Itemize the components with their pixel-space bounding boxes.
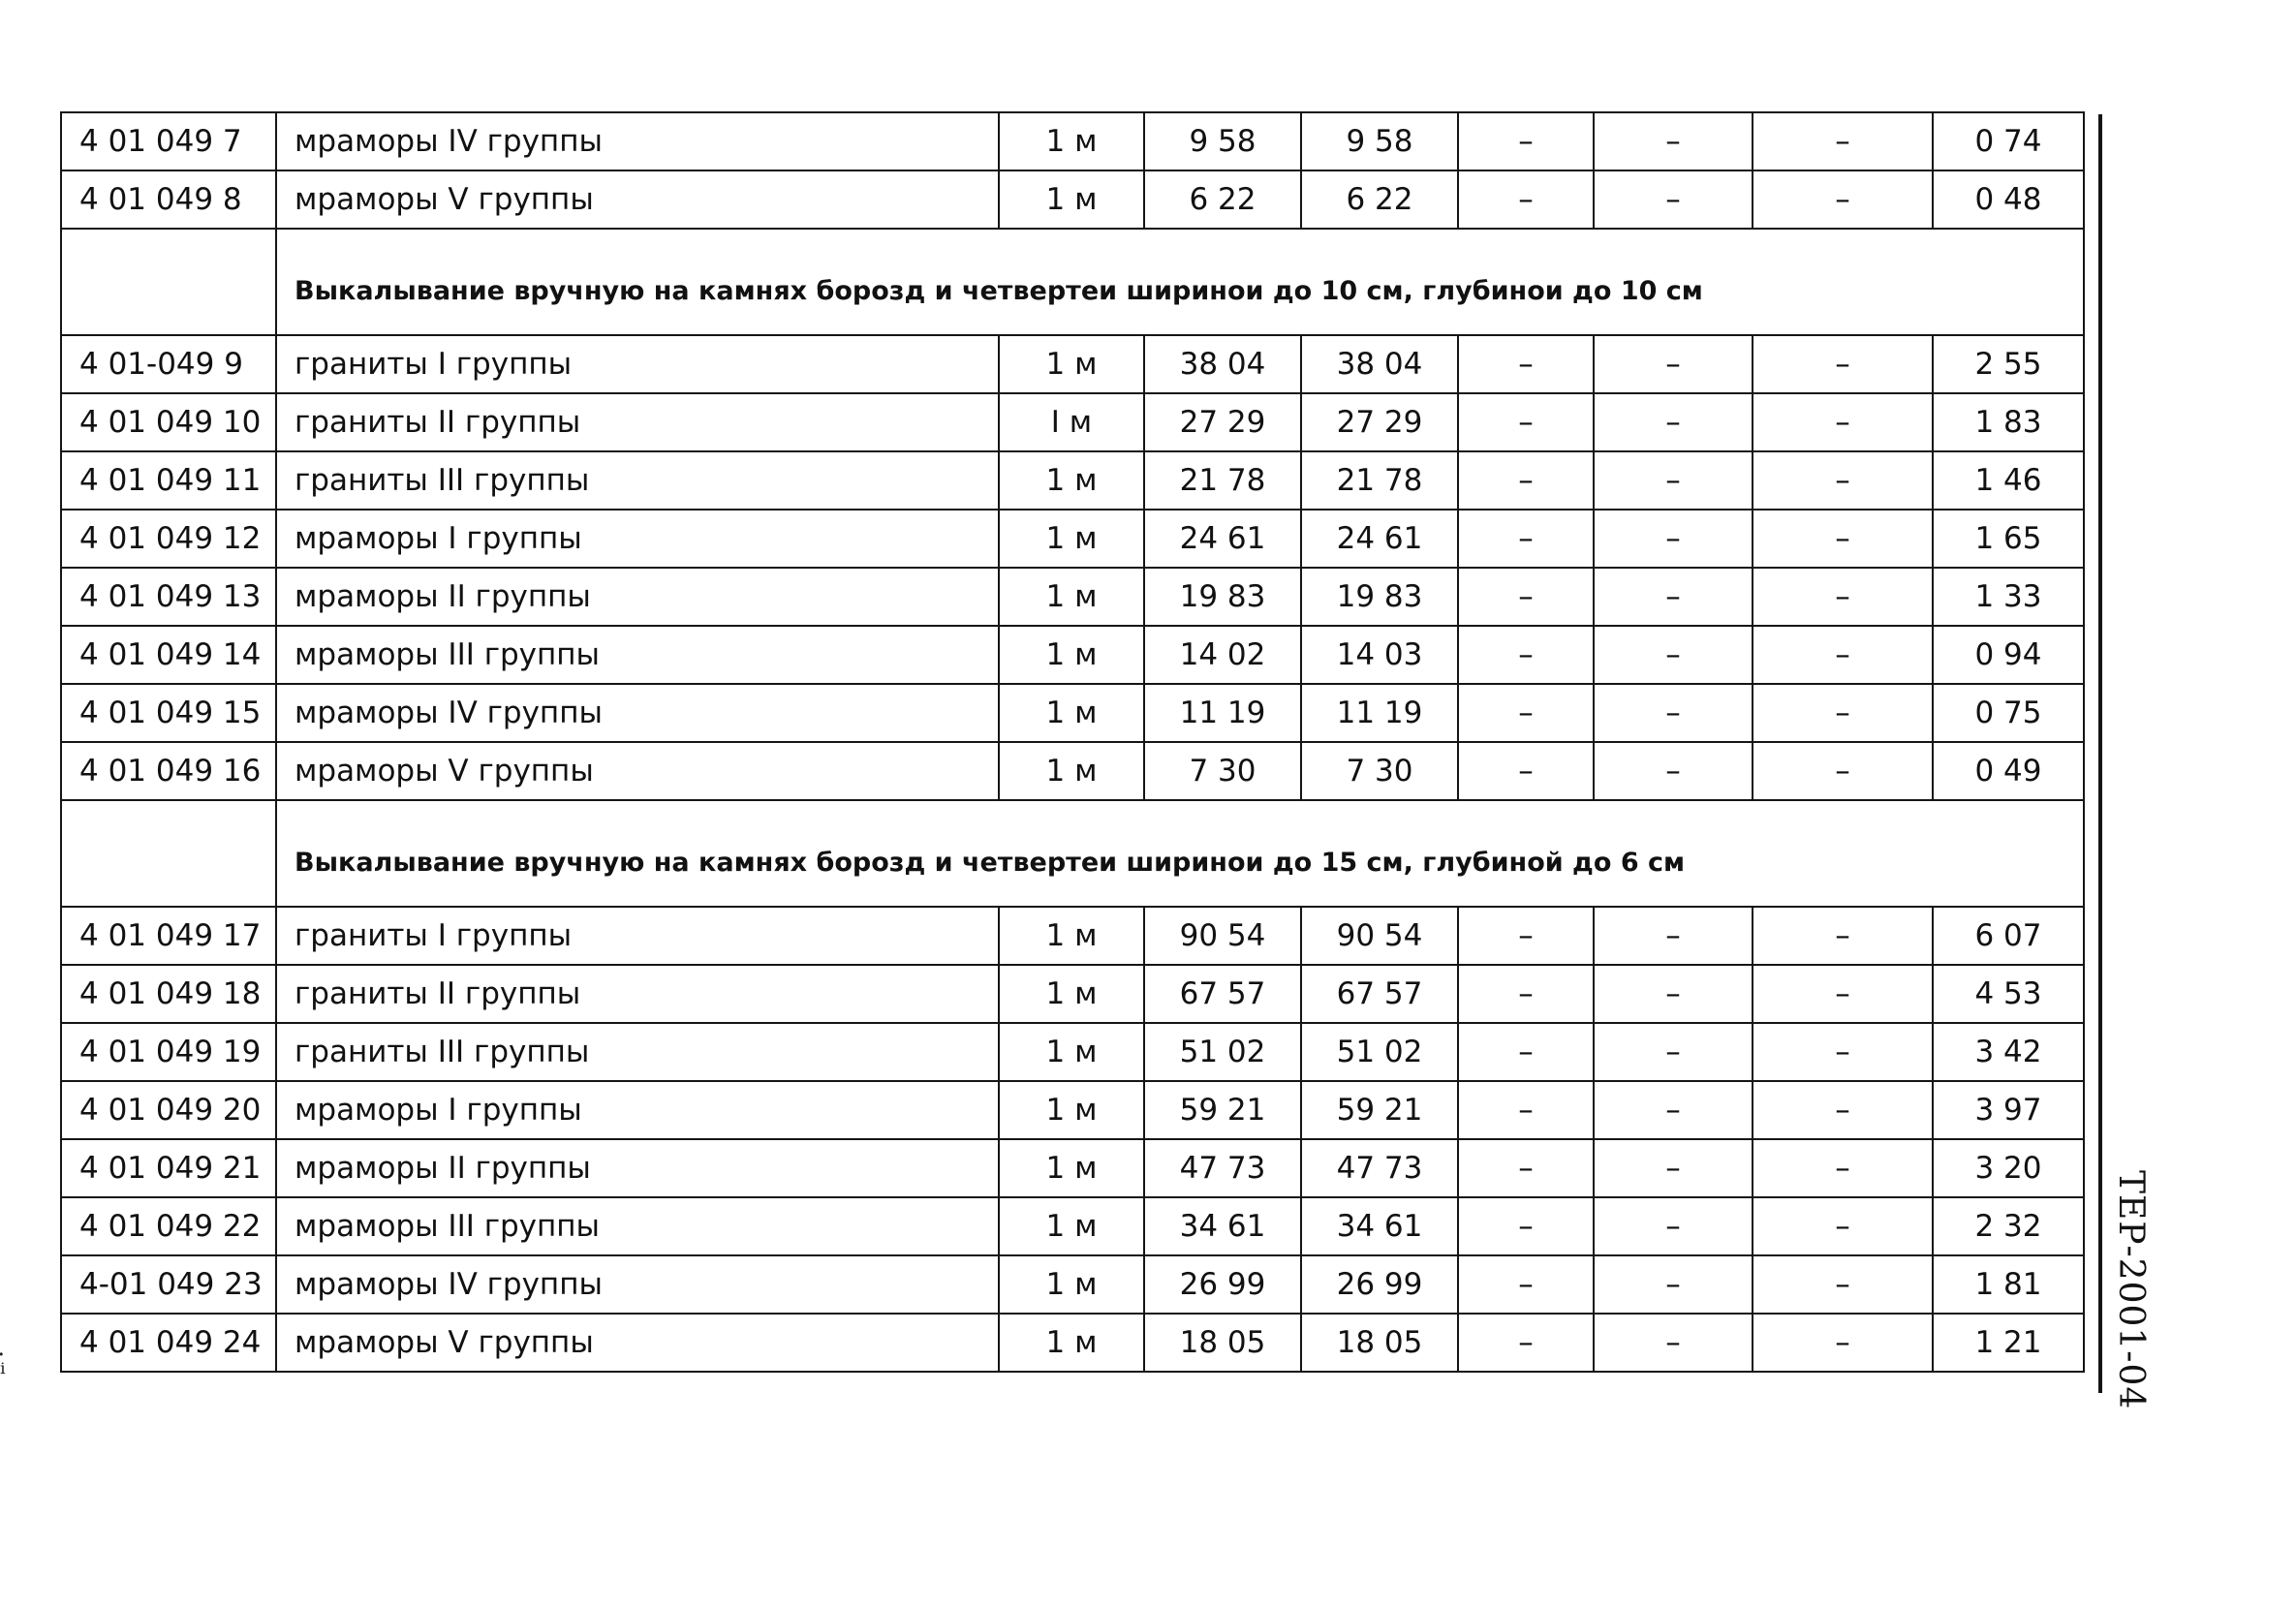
labor-cost-cell: 67 57 (1301, 965, 1458, 1023)
labor-cost-cell: 38 04 (1301, 335, 1458, 393)
machine-cost-cell: – (1458, 1197, 1594, 1255)
table-row (61, 684, 2084, 742)
operator-wage-cell: – (1594, 1314, 1753, 1372)
unit-cell: 1 м (999, 451, 1144, 510)
labor-cost-cell: 90 54 (1301, 907, 1458, 965)
unit-cell: 1 м (999, 684, 1144, 742)
labor-hours-cell: 3 20 (1933, 1139, 2084, 1197)
unit-cell: 1 м (999, 1314, 1144, 1372)
work-name-cell: мраморы IV группы (276, 112, 999, 170)
rate-code-cell: 4 01 049 7 (61, 112, 276, 170)
rate-code-cell: 4 01 049 14 (61, 626, 276, 684)
labor-cost-cell: 6 22 (1301, 170, 1458, 229)
work-name-cell: мраморы I группы (276, 1081, 999, 1139)
unit-cell: 1 м (999, 1139, 1144, 1197)
total-cost-cell: 26 99 (1144, 1255, 1301, 1314)
labor-cost-cell: 11 19 (1301, 684, 1458, 742)
rate-code-cell: 4 01 049 21 (61, 1139, 276, 1197)
unit-cell: 1 м (999, 510, 1144, 568)
section-heading-row (61, 800, 2084, 907)
work-name-cell: мраморы V группы (276, 170, 999, 229)
operator-wage-cell: – (1594, 451, 1753, 510)
labor-hours-cell: 6 07 (1933, 907, 2084, 965)
machine-cost-cell: – (1458, 1314, 1594, 1372)
work-name-cell: граниты II группы (276, 965, 999, 1023)
rate-code-cell: 4 01 049 10 (61, 393, 276, 451)
rate-code-cell: 4 01 049 8 (61, 170, 276, 229)
total-cost-cell: 51 02 (1144, 1023, 1301, 1081)
unit-cell: 1 м (999, 626, 1144, 684)
labor-cost-cell: 7 30 (1301, 742, 1458, 800)
labor-cost-cell: 51 02 (1301, 1023, 1458, 1081)
total-cost-cell: 24 61 (1144, 510, 1301, 568)
table-row (61, 1197, 2084, 1255)
labor-cost-cell: 26 99 (1301, 1255, 1458, 1314)
total-cost-cell: 27 29 (1144, 393, 1301, 451)
margin-mark: ᵢ̈ (0, 1348, 6, 1380)
total-cost-cell: 18 05 (1144, 1314, 1301, 1372)
table-row (61, 170, 2084, 229)
total-cost-cell: 67 57 (1144, 965, 1301, 1023)
rate-code-cell: 4 01 049 16 (61, 742, 276, 800)
labor-cost-cell: 24 61 (1301, 510, 1458, 568)
machine-cost-cell: – (1458, 170, 1594, 229)
labor-cost-cell: 27 29 (1301, 393, 1458, 451)
operator-wage-cell: – (1594, 510, 1753, 568)
table-row (61, 1314, 2084, 1372)
total-cost-cell: 7 30 (1144, 742, 1301, 800)
section-heading: Выкалывание вручную на камнях борозд и четвертеи ширинои до 10 см, глубинои до 10 см (276, 229, 2084, 335)
unit-cell: 1 м (999, 1197, 1144, 1255)
labor-hours-cell: 1 46 (1933, 451, 2084, 510)
materials-cost-cell: – (1753, 335, 1933, 393)
labor-hours-cell: 0 94 (1933, 626, 2084, 684)
rate-code-cell: 4 01 049 24 (61, 1314, 276, 1372)
table-row (61, 451, 2084, 510)
machine-cost-cell: – (1458, 965, 1594, 1023)
work-name-cell: граниты I группы (276, 907, 999, 965)
unit-cell: 1 м (999, 1023, 1144, 1081)
rates-table (60, 111, 2085, 1373)
section-heading: Выкалывание вручную на камнях борозд и четвертеи ширинои до 15 см, глубиной до 6 см (276, 800, 2084, 907)
machine-cost-cell: – (1458, 112, 1594, 170)
work-name-cell: мраморы I группы (276, 510, 999, 568)
rate-code-cell: 4 01 049 19 (61, 1023, 276, 1081)
table-row (61, 568, 2084, 626)
labor-cost-cell: 21 78 (1301, 451, 1458, 510)
work-name-cell: граниты II группы (276, 393, 999, 451)
total-cost-cell: 34 61 (1144, 1197, 1301, 1255)
materials-cost-cell: – (1753, 1314, 1933, 1372)
unit-cell: 1 м (999, 335, 1144, 393)
machine-cost-cell: – (1458, 1081, 1594, 1139)
operator-wage-cell: – (1594, 1255, 1753, 1314)
total-cost-cell: 47 73 (1144, 1139, 1301, 1197)
unit-cell: 1 м (999, 965, 1144, 1023)
labor-hours-cell: 1 83 (1933, 393, 2084, 451)
operator-wage-cell: – (1594, 1197, 1753, 1255)
operator-wage-cell: – (1594, 393, 1753, 451)
unit-cell: 1 м (999, 1081, 1144, 1139)
operator-wage-cell: – (1594, 1023, 1753, 1081)
materials-cost-cell: – (1753, 510, 1933, 568)
labor-hours-cell: 0 75 (1933, 684, 2084, 742)
work-name-cell: мраморы IV группы (276, 684, 999, 742)
labor-cost-cell: 18 05 (1301, 1314, 1458, 1372)
labor-hours-cell: 4 53 (1933, 965, 2084, 1023)
table-row (61, 393, 2084, 451)
work-name-cell: мраморы II группы (276, 568, 999, 626)
labor-cost-cell: 34 61 (1301, 1197, 1458, 1255)
materials-cost-cell: – (1753, 451, 1933, 510)
machine-cost-cell: – (1458, 451, 1594, 510)
labor-hours-cell: 3 42 (1933, 1023, 2084, 1081)
table-row (61, 626, 2084, 684)
machine-cost-cell: – (1458, 742, 1594, 800)
labor-cost-cell: 9 58 (1301, 112, 1458, 170)
operator-wage-cell: – (1594, 742, 1753, 800)
labor-hours-cell: 1 21 (1933, 1314, 2084, 1372)
materials-cost-cell: – (1753, 1139, 1933, 1197)
machine-cost-cell: – (1458, 626, 1594, 684)
document-code-label (2098, 1170, 2156, 1410)
work-name-cell: граниты III группы (276, 1023, 999, 1081)
operator-wage-cell: – (1594, 335, 1753, 393)
operator-wage-cell: – (1594, 1081, 1753, 1139)
total-cost-cell: 21 78 (1144, 451, 1301, 510)
labor-cost-cell: 47 73 (1301, 1139, 1458, 1197)
table-row (61, 1255, 2084, 1314)
machine-cost-cell: – (1458, 393, 1594, 451)
labor-cost-cell: 59 21 (1301, 1081, 1458, 1139)
total-cost-cell: 14 02 (1144, 626, 1301, 684)
labor-hours-cell: 1 65 (1933, 510, 2084, 568)
total-cost-cell: 6 22 (1144, 170, 1301, 229)
materials-cost-cell: – (1753, 1023, 1933, 1081)
total-cost-cell: 9 58 (1144, 112, 1301, 170)
table-row (61, 742, 2084, 800)
unit-cell: I м (999, 393, 1144, 451)
operator-wage-cell: – (1594, 626, 1753, 684)
section-heading-row (61, 229, 2084, 335)
work-name-cell: мраморы III группы (276, 1197, 999, 1255)
materials-cost-cell: – (1753, 1255, 1933, 1314)
machine-cost-cell: – (1458, 1255, 1594, 1314)
materials-cost-cell: – (1753, 684, 1933, 742)
rates-table-body (61, 112, 2084, 1372)
unit-cell: 1 м (999, 742, 1144, 800)
labor-hours-cell: 0 49 (1933, 742, 2084, 800)
materials-cost-cell: – (1753, 965, 1933, 1023)
labor-hours-cell: 1 33 (1933, 568, 2084, 626)
operator-wage-cell: – (1594, 568, 1753, 626)
labor-hours-cell: 0 48 (1933, 170, 2084, 229)
materials-cost-cell: – (1753, 1081, 1933, 1139)
work-name-cell: мраморы III группы (276, 626, 999, 684)
operator-wage-cell: – (1594, 170, 1753, 229)
rate-code-cell: 4 01 049 18 (61, 965, 276, 1023)
rate-code-cell: 4 01 049 15 (61, 684, 276, 742)
labor-hours-cell: 1 81 (1933, 1255, 2084, 1314)
materials-cost-cell: – (1753, 170, 1933, 229)
unit-cell: 1 м (999, 568, 1144, 626)
work-name-cell: мраморы IV группы (276, 1255, 999, 1314)
table-row (61, 510, 2084, 568)
labor-cost-cell: 19 83 (1301, 568, 1458, 626)
work-name-cell: граниты I группы (276, 335, 999, 393)
total-cost-cell: 90 54 (1144, 907, 1301, 965)
work-name-cell: мраморы V группы (276, 742, 999, 800)
labor-hours-cell: 0 74 (1933, 112, 2084, 170)
total-cost-cell: 59 21 (1144, 1081, 1301, 1139)
total-cost-cell: 11 19 (1144, 684, 1301, 742)
section-code-cell (61, 229, 276, 335)
operator-wage-cell: – (1594, 1139, 1753, 1197)
section-code-cell (61, 800, 276, 907)
table-row (61, 112, 2084, 170)
work-name-cell: мраморы II группы (276, 1139, 999, 1197)
materials-cost-cell: – (1753, 393, 1933, 451)
operator-wage-cell: – (1594, 907, 1753, 965)
table-row (61, 1139, 2084, 1197)
labor-hours-cell: 2 32 (1933, 1197, 2084, 1255)
operator-wage-cell: – (1594, 684, 1753, 742)
table-row (61, 1023, 2084, 1081)
rate-code-cell: 4 01 049 22 (61, 1197, 276, 1255)
machine-cost-cell: – (1458, 510, 1594, 568)
work-name-cell: граниты III группы (276, 451, 999, 510)
table-row (61, 1081, 2084, 1139)
table-row (61, 335, 2084, 393)
work-name-cell: мраморы V группы (276, 1314, 999, 1372)
materials-cost-cell: – (1753, 742, 1933, 800)
unit-cell: 1 м (999, 112, 1144, 170)
rate-code-cell: 4-01 049 23 (61, 1255, 276, 1314)
labor-cost-cell: 14 03 (1301, 626, 1458, 684)
machine-cost-cell: – (1458, 335, 1594, 393)
materials-cost-cell: – (1753, 112, 1933, 170)
materials-cost-cell: – (1753, 626, 1933, 684)
machine-cost-cell: – (1458, 1139, 1594, 1197)
labor-hours-cell: 3 97 (1933, 1081, 2084, 1139)
machine-cost-cell: – (1458, 568, 1594, 626)
labor-hours-cell: 2 55 (1933, 335, 2084, 393)
operator-wage-cell: – (1594, 112, 1753, 170)
rate-code-cell: 4 01-049 9 (61, 335, 276, 393)
unit-cell: 1 м (999, 1255, 1144, 1314)
machine-cost-cell: – (1458, 907, 1594, 965)
rate-code-cell: 4 01 049 20 (61, 1081, 276, 1139)
total-cost-cell: 19 83 (1144, 568, 1301, 626)
table-row (61, 907, 2084, 965)
materials-cost-cell: – (1753, 1197, 1933, 1255)
rate-code-cell: 4 01 049 11 (61, 451, 276, 510)
machine-cost-cell: – (1458, 684, 1594, 742)
total-cost-cell: 38 04 (1144, 335, 1301, 393)
operator-wage-cell: – (1594, 965, 1753, 1023)
machine-cost-cell: – (1458, 1023, 1594, 1081)
materials-cost-cell: – (1753, 568, 1933, 626)
unit-cell: 1 м (999, 170, 1144, 229)
unit-cell: 1 м (999, 907, 1144, 965)
rate-code-cell: 4 01 049 17 (61, 907, 276, 965)
materials-cost-cell: – (1753, 907, 1933, 965)
rate-code-cell: 4 01 049 13 (61, 568, 276, 626)
table-row (61, 965, 2084, 1023)
rate-code-cell: 4 01 049 12 (61, 510, 276, 568)
document-code-text: ТЕР-2001-04 (2111, 1170, 2151, 1410)
